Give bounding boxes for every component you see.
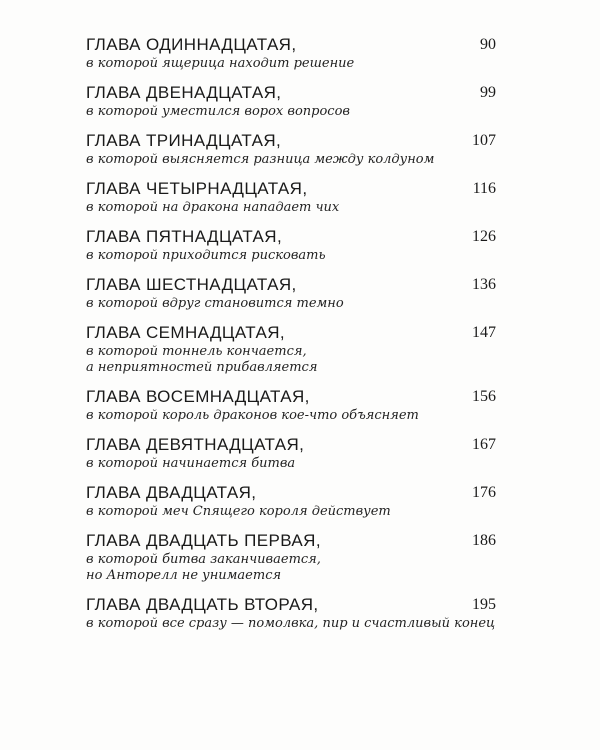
chapter-subtitle: в которой тоннель кончается,	[86, 344, 307, 359]
page-number: 90	[480, 36, 496, 53]
toc-entry-21	[86, 530, 496, 594]
toc-entry-22	[86, 594, 496, 642]
chapter-subtitle-line-2: но Анторелл не унимается	[86, 568, 282, 583]
toc-entry-13	[86, 130, 496, 178]
chapter-subtitle: в которой все сразу — помолвка, пир и счастливый конец	[86, 616, 496, 631]
chapter-subtitle: в которой меч Спящего короля действует	[86, 504, 391, 519]
toc-entry-14	[86, 178, 496, 226]
chapter-title: ГЛАВА ОДИННАДЦАТАЯ,	[86, 35, 297, 54]
chapter-title: ГЛАВА ДЕВЯТНАДЦАТАЯ,	[86, 435, 305, 454]
page-number: 176	[472, 484, 496, 501]
chapter-subtitle: в которой приходится рисковать	[86, 248, 326, 263]
page-number: 116	[472, 180, 496, 197]
table-of-contents	[86, 34, 496, 642]
page-number: 126	[472, 228, 496, 245]
page-number: 156	[472, 388, 496, 405]
chapter-subtitle: в которой выясняется разница между колдуном	[86, 152, 435, 167]
chapter-title: ГЛАВА ДВЕНАДЦАТАЯ,	[86, 83, 282, 102]
chapter-title: ГЛАВА ДВАДЦАТАЯ,	[86, 483, 257, 502]
page-number: 195	[472, 596, 496, 613]
chapter-title: ГЛАВА ПЯТНАДЦАТАЯ,	[86, 227, 283, 246]
chapter-subtitle: в которой ящерица находит решение	[86, 56, 355, 71]
chapter-title: ГЛАВА ШЕСТНАДЦАТАЯ,	[86, 275, 297, 294]
toc-entry-18	[86, 386, 496, 434]
page-number: 147	[472, 324, 496, 341]
toc-entry-19	[86, 434, 496, 482]
chapter-title: ГЛАВА СЕМНАДЦАТАЯ,	[86, 323, 285, 342]
page-number: 167	[472, 436, 496, 453]
chapter-subtitle: в которой уместился ворох вопросов	[86, 104, 350, 119]
toc-entry-12	[86, 82, 496, 130]
page-number: 107	[472, 132, 496, 149]
toc-entry-15	[86, 226, 496, 274]
toc-entry-16	[86, 274, 496, 322]
toc-entry-17	[86, 322, 496, 386]
page-number: 99	[480, 84, 496, 101]
chapter-subtitle-line-2: а неприятностей прибавляется	[86, 360, 318, 375]
chapter-title: ГЛАВА ДВАДЦАТЬ ПЕРВАЯ,	[86, 531, 321, 550]
chapter-subtitle: в которой король драконов кое-что объясняет	[86, 408, 419, 423]
chapter-subtitle: в которой вдруг становится темно	[86, 296, 344, 311]
page-number: 136	[472, 276, 496, 293]
chapter-title: ГЛАВА ДВАДЦАТЬ ВТОРАЯ,	[86, 595, 319, 614]
chapter-subtitle: в которой битва заканчивается,	[86, 552, 321, 567]
chapter-title: ГЛАВА ТРИНАДЦАТАЯ,	[86, 131, 282, 150]
chapter-subtitle: в которой на дракона нападает чих	[86, 200, 340, 215]
toc-entry-20	[86, 482, 496, 530]
chapter-title: ГЛАВА ВОСЕМНАДЦАТАЯ,	[86, 387, 310, 406]
chapter-title: ГЛАВА ЧЕТЫРНАДЦАТАЯ,	[86, 179, 308, 198]
page-number: 186	[472, 532, 496, 549]
toc-entry-11	[86, 34, 496, 82]
chapter-subtitle: в которой начинается битва	[86, 456, 296, 471]
